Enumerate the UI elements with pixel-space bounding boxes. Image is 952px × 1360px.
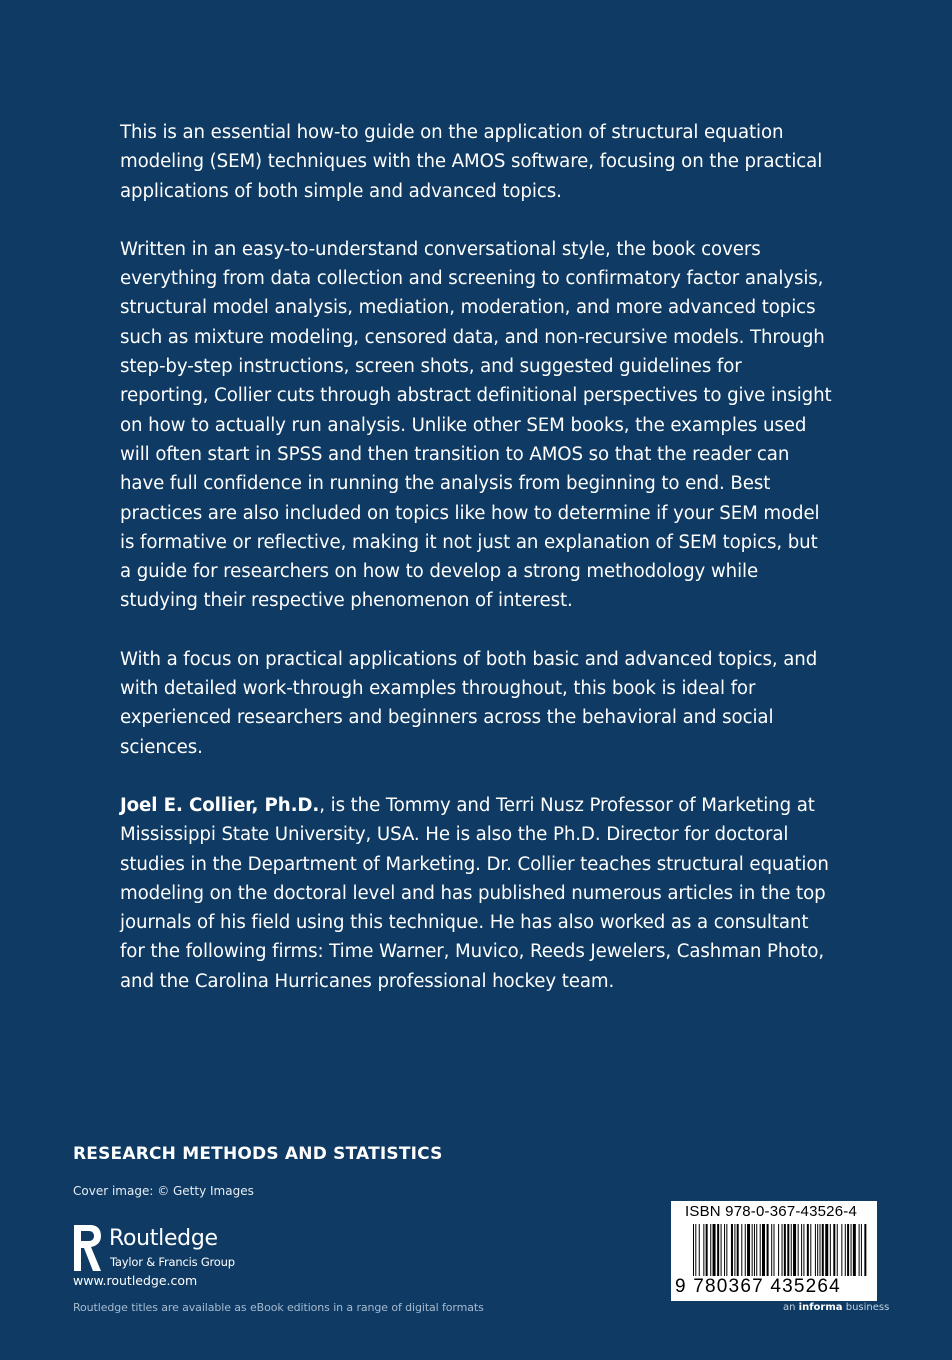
blurb-paragraph-3: With a focus on practical applications of both basic and advanced topics, and with detailed work-through examples throughout, this book is ideal for experienced researchers and beginners across the behavioral and social sciences. (120, 648, 818, 758)
publisher-group: Taylor & Francis Group (110, 1255, 235, 1269)
informa-suffix: business (845, 1302, 890, 1313)
author-name: Joel E. Collier, Ph.D. (120, 794, 320, 816)
publisher-logo (73, 1224, 303, 1272)
barcode-digits: 9 780367 435264 (675, 1276, 841, 1297)
informa-business-tagline (783, 1302, 889, 1313)
informa-prefix: an (783, 1302, 796, 1313)
isbn-label: ISBN 978-0-367-43526-4 (685, 1203, 858, 1220)
blurb-paragraph-2: Written in an easy-to-understand conversational style, the book covers everything from data collection and screening to confirmatory factor analysis, structural model analysis, mediation, moderation, and more advanced topics such as mixture modeling, censored data, and non-recursive models. Through step-by-step instructions, screen shots, and suggested guidelines for reporting, Collier cuts through abstract definitional perspectives to give insight on how to actually run analysis. Unlike other SEM books, the examples used will often start in SPSS and then transition to AMOS so that the reader can have full confidence in running the analysis from beginning to end. Best practices are also included on topics like how to determine if your SEM model is formative or reflective, making it not just an explanation of SEM topics, but a guide for researchers on how to develop a strong methodology while studying their respective phenomenon of interest. (120, 238, 832, 612)
back-cover-blurb (120, 118, 832, 996)
isbn-barcode-box (671, 1201, 877, 1301)
author-bio (120, 791, 832, 996)
blurb-paragraph-1: This is an essential how-to guide on the application of structural equation modeling (SEM) techniques with the AMOS software, focusing on the practical applications of both simple and advanced topics. (120, 122, 823, 202)
informa-brand: informa (798, 1302, 843, 1313)
series-title: RESEARCH METHODS AND STATISTICS (73, 1144, 443, 1164)
ebook-note: Routledge titles are available as eBook editions in a range of digital formats (73, 1301, 484, 1314)
author-bio-text: , is the Tommy and Terri Nusz Professor of Marketing at Mississippi State University, USA. He is also the Ph.D. Director for doctoral studies in the Department of Marketing. Dr. Collier teaches structural equation modeling on the doctoral level and has published numerous articles in the top journals of his field using this technique. He has also worked as a consultant for the following firms: Time Warner, Muvico, Reeds Jewelers, Cashman Photo, and the Carolina Hurricanes professional hockey team. (120, 794, 829, 992)
publisher-name: Routledge (109, 1226, 218, 1251)
publisher-website: www.routledge.com (73, 1273, 198, 1288)
routledge-r-logo-icon (73, 1224, 103, 1272)
ean-barcode (693, 1224, 867, 1282)
cover-image-credit: Cover image: © Getty Images (73, 1184, 254, 1198)
